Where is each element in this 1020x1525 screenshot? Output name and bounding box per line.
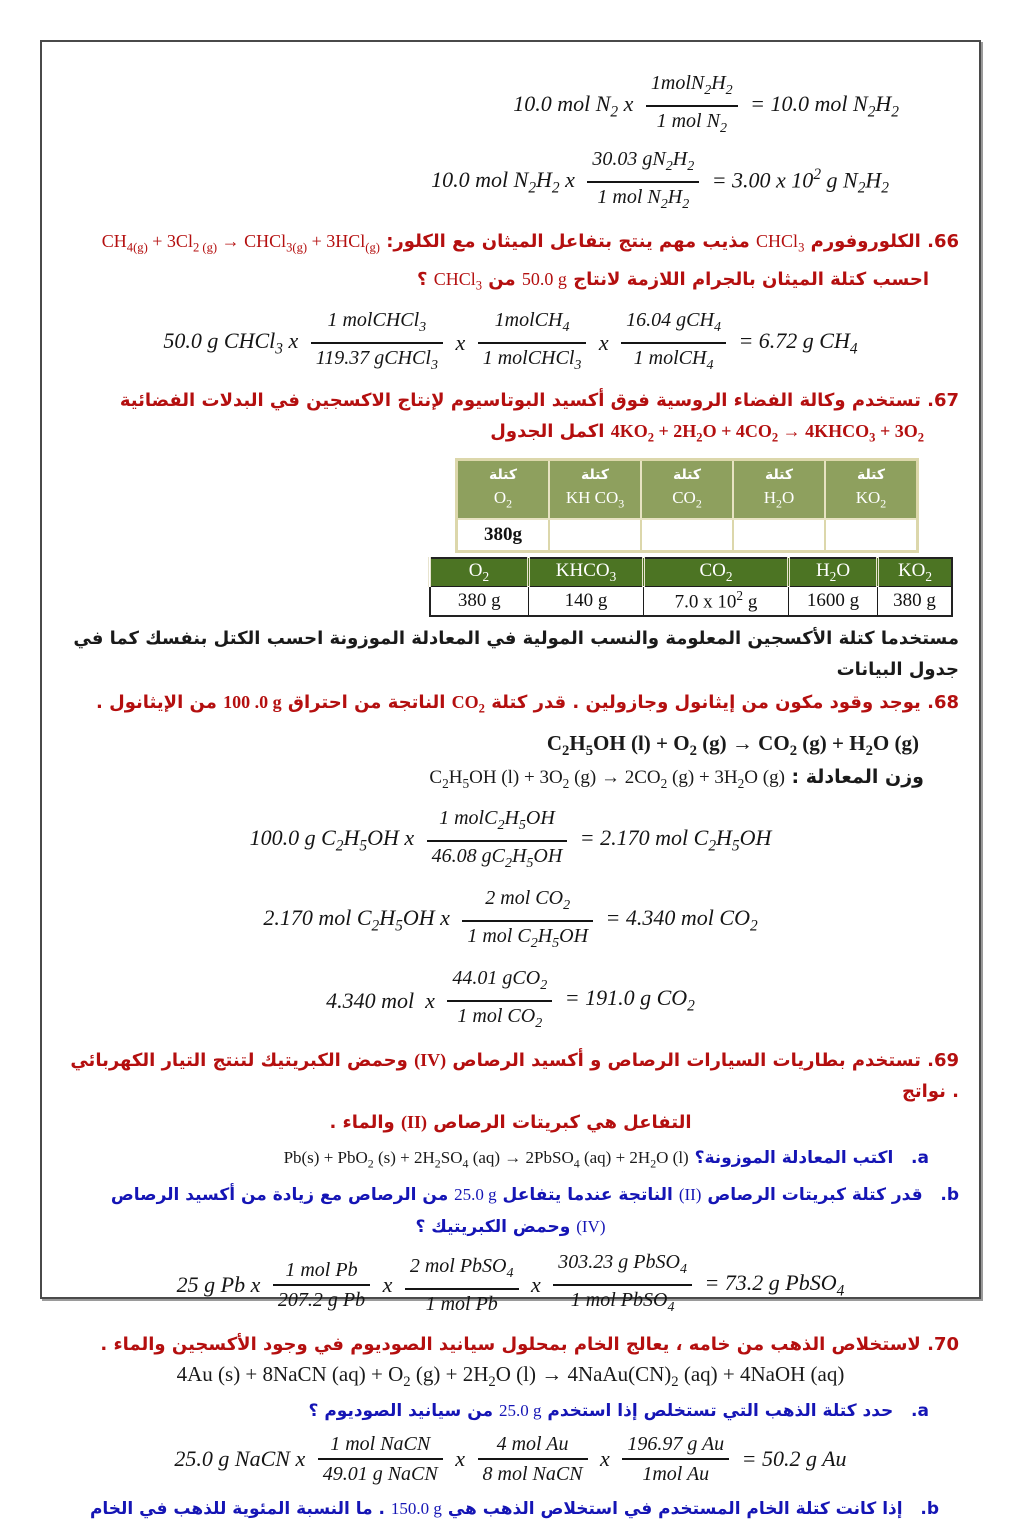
header-cell-khco3: $KHCO_3$: [529, 558, 644, 586]
problem-69-statement-line2: التفاعل هي كبريتات الرصاص (II) والماء .: [329, 1111, 692, 1133]
value-cell: [549, 519, 641, 552]
equation-segment: = 191.0 g $CO_2$: [564, 985, 695, 1015]
equation-chcl3-to-ch4: [62, 307, 959, 379]
mass-table-blank: [455, 458, 919, 553]
fraction: $\frac{\text{1 mol NaCN}}{\text{49.01 g NaCN}}$: [318, 1431, 443, 1487]
problem-69-statement-line1: 69. تستخدم بطاريات السيارات الرصاص و أكسيد الرصاص (IV) وحمض الكبريتيك لتنتج التيار الكهربائي . نواتج: [70, 1049, 959, 1102]
times-sign: x: [600, 1446, 610, 1472]
equation-n2h2-grams: [62, 146, 959, 218]
fraction: $\frac{16.04 gCH_4}{1 molCH_4}$: [621, 307, 726, 379]
header-cell-o2: $O_2$: [430, 558, 529, 586]
equation-segment: 2.170 mol $C_2H_5OH$ x: [263, 905, 450, 935]
table1-wrapper: [62, 458, 959, 553]
value-cell: 1600 g: [789, 586, 878, 616]
equation-segment: 25.0 g NaCN x: [174, 1446, 306, 1472]
table-header-row: [457, 459, 918, 519]
equation-segment: 10.0 mol $N_2$ x: [513, 90, 634, 121]
problem-70-statement: 70. لاستخلاص الذهب من خامه ، يعالج الخام بمحلول سيانيد الصوديوم في وجود الأكسجين والماء .: [100, 1333, 959, 1355]
equation-segment: = 73.2 g PbSO$_4$: [704, 1269, 845, 1300]
problem-67-statement: 67. تستخدم وكالة الفضاء الروسية فوق أكسيد البوتاسيوم لإنتاج الاكسجين في البدلات الفضائية: [119, 390, 959, 412]
equation-n2-to-n2h2: [62, 70, 959, 142]
header-cell-h2o: $H_2O$: [789, 558, 878, 586]
times-sign: x: [531, 1271, 541, 1297]
table-value-row: [457, 519, 918, 552]
fraction: $\frac{1molN_2H_2}{1 mol N_2}$: [646, 70, 738, 142]
equation-segment: 4.340 mol x: [326, 987, 435, 1013]
equation-segment: = 3.00 x $10^2$ g $N_2H_2$: [711, 166, 889, 197]
equation-ethanol-unbalanced: $C_2H_5OH$ $(l) + O_2$ $(g) \to CO_2$ $(g) + H_2O$ (g): [546, 730, 919, 759]
header-cell-o2: كتلة $O_2$: [457, 459, 550, 519]
problem-69-item-a: a. اكتب المعادلة الموزونة؟ Pb(s) + PbO$_2$ $(s) + 2H_2SO_4$ (aq) → 2PbSO$_4$ $(aq) + 2H_2O$ (l): [283, 1147, 929, 1170]
problem-67-note: مستخدما كتلة الأكسجين المعلومة والنسب المولية في المعادلة الموزونة احسب الكتل بنفسك كما في جدول البيانات: [73, 627, 959, 680]
fraction: $\frac{2 mol PbSO_4}{\text{1 mol Pb}}$: [405, 1253, 519, 1317]
header-cell-h2o: كتلة $H_2O$: [733, 459, 825, 519]
header-cell-co2: كتلة $CO_2$: [641, 459, 733, 519]
problem-66-statement: 66. الكلوروفورم CHCl$_3$ مذيب مهم ينتج بتفاعل الميثان مع الكلور: $CH_{4(g)} + 3Cl_{2 (g)}$ → CHCl$_{3(g)}$ + 3HCl$_{(g)}$: [101, 231, 959, 255]
fraction: $\frac{\text{1 mol Pb}}{\text{207.2 g Pb}}$: [273, 1257, 370, 1313]
table-value-row: [430, 586, 953, 616]
equation-nacn-to-au: [62, 1431, 959, 1487]
fraction: $\frac{1 molC_2H_5OH}{46.08 gC_2H_5OH}$: [427, 805, 568, 877]
problem-70-item-a: a. حدد كتلة الذهب التي تستخلص إذا استخدم 25.0 g من سيانيد الصوديوم ؟: [308, 1401, 929, 1422]
fraction: $\frac{1 molCHCl_3}{119.37 gCHCl_3}$: [311, 307, 443, 379]
times-sign: x: [455, 330, 466, 356]
equation-segment: 50.0 g CHCl$_3$ x: [163, 327, 299, 358]
header-cell-ko2: كتلة $KO_2$: [825, 459, 918, 519]
times-sign: x: [382, 1271, 393, 1297]
table2-wrapper: [62, 557, 959, 617]
equation-segment: 100.0 g $C_2H_5OH$ x: [249, 825, 415, 855]
equation-segment: = 4.340 mol $CO_2$: [605, 905, 758, 935]
fraction: $\frac{44.01 gCO_2}{1 mol CO_2}$: [447, 965, 552, 1037]
equation-pb-to-pbso4: [62, 1249, 959, 1321]
equation-segment: 25 g Pb x: [176, 1271, 261, 1297]
header-cell-co2: $CO_2$: [644, 558, 789, 586]
fraction: $\frac{\text{196.97 g Au}}{\text{1mol Au}}$: [622, 1431, 729, 1487]
equation-segment: = 50.2 g Au: [741, 1446, 847, 1472]
fraction: $\frac{1molCH_4}{1 molCHCl_3}$: [478, 307, 587, 379]
fraction: $\frac{\text{4 mol Au}}{\text{8 mol NaCN}}$: [478, 1431, 588, 1487]
value-cell: 380g: [457, 519, 550, 552]
equation-segment: 10.0 mol $N_2H_2$ x: [431, 166, 575, 197]
fraction: $\frac{2 mol CO_2}{1 mol C_2H_5OH}$: [462, 885, 593, 957]
equation-segment: = 2.170 mol $C_2H_5OH$: [579, 825, 772, 855]
fraction: $\frac{30.03 gN_2H_2}{1 mol N_2H_2}$: [587, 146, 699, 218]
header-cell-ko2: $KO_2$: [878, 558, 953, 586]
problem-69-item-b-line2: (IV) وحمض الكبريتيك ؟: [415, 1216, 606, 1237]
times-sign: x: [598, 330, 609, 356]
equation-ethanol-moles: [62, 805, 959, 877]
equation-segment: = 10.0 mol $N_2H_2$: [750, 90, 899, 121]
problem-67-equation-line: $4KO_2 + 2H_2O + 4CO_2$ → $4KHCO_3 + 3O_2$ اكمل الجدول: [490, 421, 924, 445]
equation-co2-grams: [62, 965, 959, 1037]
equation-co2-moles: [62, 885, 959, 957]
value-cell: 380 g: [878, 586, 953, 616]
value-cell: 140 g: [529, 586, 644, 616]
worksheet-page-border: [40, 40, 981, 1520]
problem-68-statement: 68. يوجد وقود مكون من إيثانول وجازولين . قدر كتلة $CO_2$ الناتجة من احتراق 100 .0 g من الإيثانول .: [96, 691, 959, 716]
equation-ethanol-balanced: وزن المعادلة : $C_2H_5OH$ $(l) + 3O_2$ $(g) \to 2CO_2$ $(g) + 3H_2O$ (g): [429, 765, 924, 791]
equation-gold-cyanide: 4Au (s) + 8NaCN $(aq) + O_2$ $(g) + 2H_2O$ $(l) \to 4NaAu(CN)_2$ (aq) + 4NaOH (aq): [176, 1361, 845, 1391]
value-cell: [825, 519, 918, 552]
mass-table-answers: [428, 557, 953, 617]
problem-66-question: احسب كتلة الميثان بالجرام اللازمة لانتاج 50.0 g من CHCl$_3$ ؟: [417, 268, 929, 293]
value-cell: 380 g: [430, 586, 529, 616]
equation-segment: = 6.72 g $CH_4$: [738, 327, 858, 358]
header-cell-khco3: كتلة KH $CO_3$: [549, 459, 641, 519]
times-sign: x: [455, 1446, 466, 1472]
problem-69-item-b-line1: b. قدر كتلة كبريتات الرصاص (II) الناتجة عندما يتفاعل 25.0 g من الرصاص مع زيادة من أكسيد الرصاص: [110, 1184, 959, 1205]
value-cell: 7.0 x $10^2$ g: [644, 586, 789, 616]
table-header-row: [430, 558, 953, 586]
problem-70-item-b: b. إذا كانت كتلة الخام المستخدم في استخلاص الذهب هي 150.0 g . ما النسبة المئوية للذهب في الخام: [89, 1499, 939, 1520]
value-cell: [733, 519, 825, 552]
fraction: $\frac{303.23 g PbSO_4}{1 mol PbSO_4}$: [553, 1249, 692, 1321]
value-cell: [641, 519, 733, 552]
